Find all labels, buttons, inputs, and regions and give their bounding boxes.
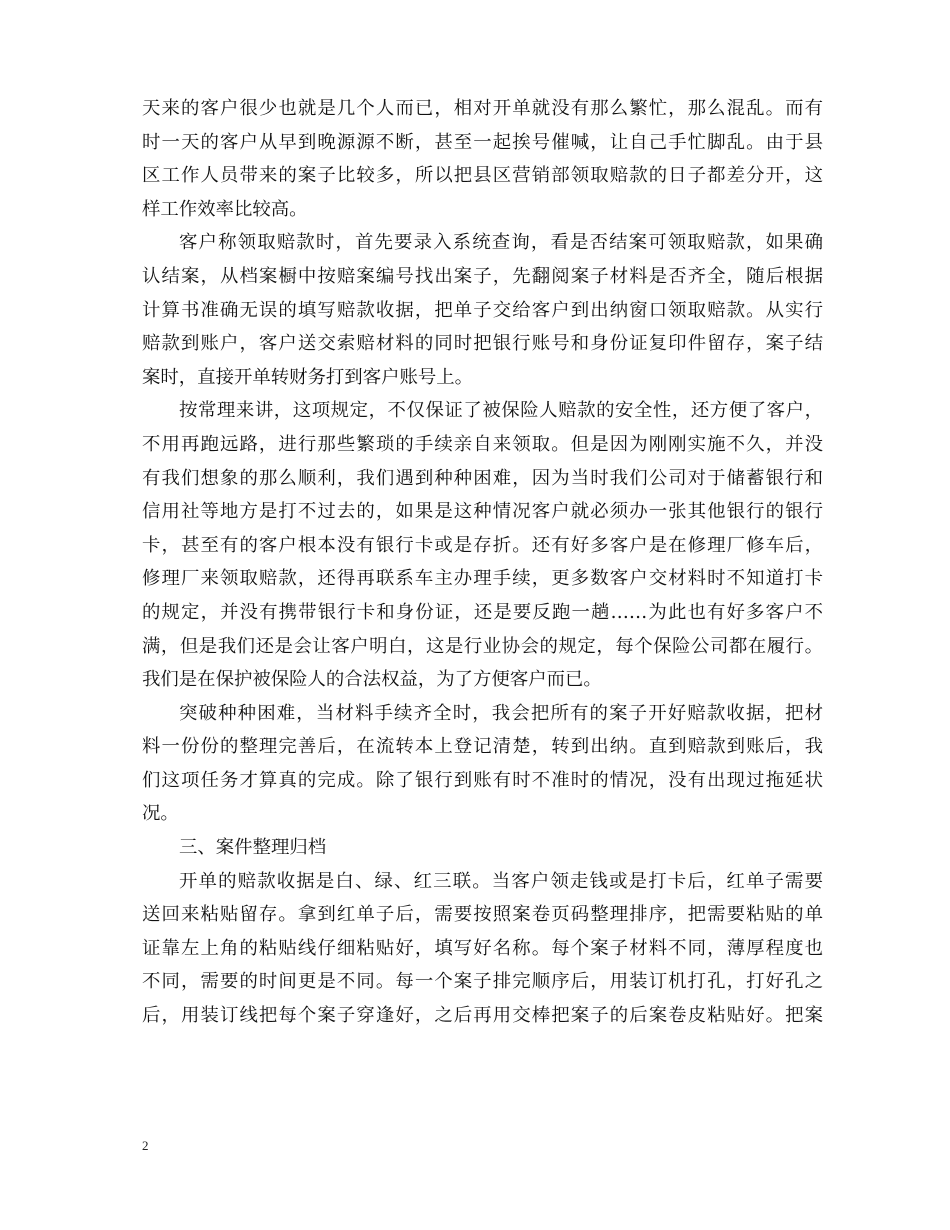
text-line: 卡，甚至有的客户根本没有银行卡或是存折。还有好多客户是在修理厂修车后， <box>142 534 823 556</box>
text-line: 客户称领取赔款时，首先要录入系统查询，看是否结案可领取赔款，如果确 <box>179 232 823 254</box>
text-line: 区工作人员带来的案子比较多，所以把县区营销部领取赔款的日子都差分开，这 <box>142 165 823 187</box>
text-line: 样工作效率比较高。 <box>142 198 308 220</box>
text-line: 我们是在保护被保险人的合法权益，为了方便客户而已。 <box>142 669 602 691</box>
text-line: 赔款到账户，客户送交索赔材料的同时把银行账号和身份证复印件留存，案子结 <box>142 333 823 355</box>
text-line: 突破种种困难，当材料手续齐全时，我会把所有的案子开好赔款收据，把材 <box>179 702 823 724</box>
text-line: 料一份份的整理完善后，在流转本上登记清楚，转到出纳。直到赔款到账后，我 <box>142 736 823 758</box>
text-line: 们这项任务才算真的完成。除了银行到账有时不准时的情况，没有出现过拖延状 <box>142 769 823 791</box>
text-line: 后，用装订线把每个案子穿逢好，之后再用交棒把案子的后案卷皮粘贴好。把案 <box>142 1005 823 1027</box>
text-line: 案时，直接开单转财务打到客户账号上。 <box>142 366 474 388</box>
text-line: 送回来粘贴留存。拿到红单子后，需要按照案卷页码整理排序，把需要粘贴的单 <box>142 904 823 926</box>
text-line: 有我们想象的那么顺利，我们遇到种种困难，因为当时我们公司对于储蓄银行和 <box>142 467 823 489</box>
document-body <box>142 92 823 1033</box>
text-line: 计算书准确无误的填写赔款收据，把单子交给客户到出纳窗口领取赔款。从实行 <box>142 299 823 321</box>
text-line: 况。 <box>142 803 179 825</box>
text-line: 认结案，从档案橱中按赔案编号找出案子，先翻阅案子材料是否齐全，随后根据 <box>142 265 823 287</box>
text-line: 修理厂来领取赔款，还得再联系车主办理手续，更多数客户交材料时不知道打卡 <box>142 568 823 590</box>
text-line: 证靠左上角的粘贴线仔细粘贴好，填写好名称。每个案子材料不同，薄厚程度也 <box>142 937 823 959</box>
text-line: 天来的客户很少也就是几个人而已，相对开单就没有那么繁忙，那么混乱。而有 <box>142 98 823 119</box>
text-line: 按常理来讲，这项规定，不仅保证了被保险人赔款的安全性，还方便了客户， <box>179 400 823 422</box>
text-line: 的规定，并没有携带银行卡和身份证，还是要反跑一趟……为此也有好多客户不 <box>142 601 823 623</box>
page-number: 2 <box>142 1138 149 1153</box>
text-line: 不用再跑远路，进行那些繁琐的手续亲自来领取。但是因为刚刚实施不久，并没 <box>142 433 823 455</box>
text-line: 满，但是我们还是会让客户明白，这是行业协会的规定，每个保险公司都在履行。 <box>142 635 823 657</box>
text-line: 开单的赔款收据是白、绿、红三联。当客户领走钱或是打卡后，红单子需要 <box>179 870 823 892</box>
text-line: 时一天的客户从早到晚源源不断，甚至一起挨号催喊，让自己手忙脚乱。由于县 <box>142 131 823 153</box>
section-heading: 三、案件整理归档 <box>179 837 327 859</box>
text-line: 信用社等地方是打不过去的，如果是这种情况客户就必须办一张其他银行的银行 <box>142 501 823 523</box>
text-line: 不同，需要的时间更是不同。每一个案子排完顺序后，用装订机打孔，打好孔之 <box>142 971 823 993</box>
